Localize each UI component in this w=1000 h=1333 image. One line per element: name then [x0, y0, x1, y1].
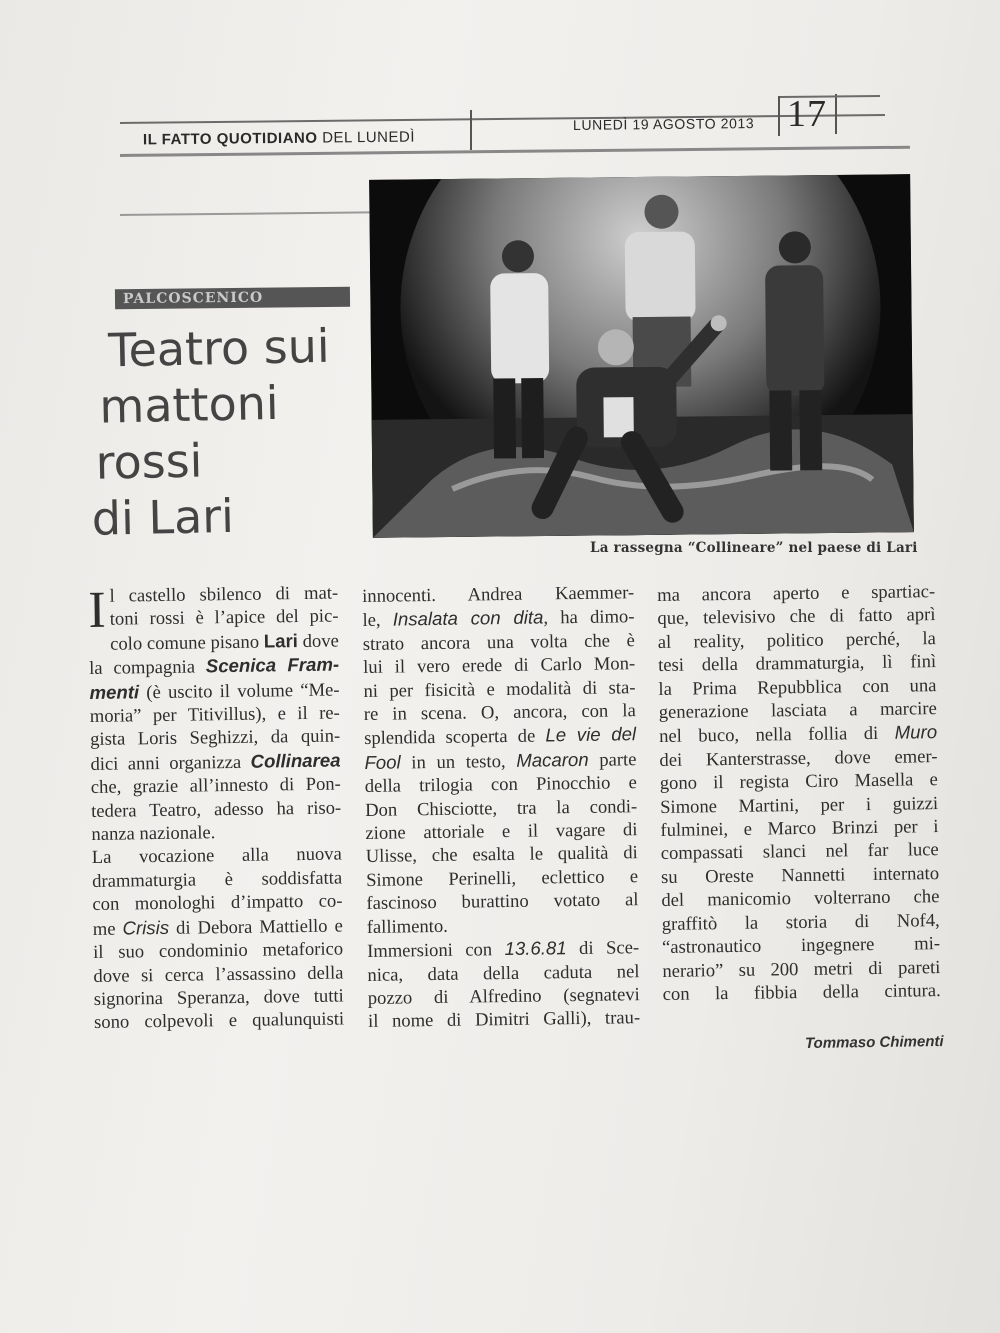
- text-line: innocenti. Andrea Kaemmer-: [362, 582, 635, 607]
- text-line: Immersioni con 13.6.81 di Sce-: [366, 937, 640, 963]
- text-line: il suo condominio metaforico: [92, 938, 344, 964]
- text-line: tesi della drammaturgia, lì finì: [657, 651, 937, 677]
- theatre-photo: [369, 174, 914, 538]
- header-separator: [470, 110, 472, 150]
- text-line: moria” per Titivillus), e il re-: [89, 702, 340, 728]
- text-line: toni rossi è l’apice del pic-: [109, 605, 339, 631]
- text-line: ma ancora aperto e spartiac-: [657, 581, 936, 606]
- text-line: che, grazie all’innesto di Pon-: [90, 773, 341, 799]
- text-line: zione attoriale e il vagare di: [365, 819, 638, 845]
- text-line: della trilogia con Pinocchio e: [364, 772, 637, 798]
- masthead-title: IL FATTO QUOTIDIANO: [142, 129, 318, 149]
- text-line: ni per fisicità e modalità di sta-: [363, 676, 636, 702]
- text-line: Ulisse, che esalta le qualità di: [365, 842, 638, 868]
- header-separator: [835, 94, 837, 134]
- headline: [88, 317, 363, 547]
- text-line: del manicomio volterrano che: [661, 886, 940, 912]
- text-line: nanza nazionale.: [91, 822, 216, 846]
- text-line: La vocazione alla nuova: [91, 843, 342, 869]
- text-line: nerario” su 200 metri di pareti: [662, 956, 941, 982]
- headline-line: mattoni: [98, 375, 280, 434]
- text-line: lui il vero erede di Carlo Mon-: [363, 653, 636, 679]
- text-line: la Prima Repubblica con una: [658, 674, 937, 700]
- text-line: l castello sbilenco di mat-: [109, 582, 339, 607]
- text-line: generazione lasciata a marcire: [658, 698, 937, 724]
- section-label: PALCOSCENICO: [115, 287, 350, 309]
- text-line: Fool in un testo, Macaron parte: [364, 748, 637, 774]
- text-line: Simone Martini, per i guizzi: [659, 792, 939, 818]
- text-line: il nome di Dimitri Galli), trau-: [367, 1007, 641, 1033]
- page-number: 17: [787, 93, 827, 135]
- text-line: strato ancora una volta che è: [362, 630, 635, 655]
- text-line: fallimento.: [366, 915, 448, 938]
- text-line: signorina Speranza, dove tutti: [93, 985, 344, 1010]
- photo-caption: La rassegna “Collineare” nel paese di Lari: [590, 540, 918, 556]
- text-line: graffitò la storia di Nof4,: [661, 909, 940, 935]
- theatre-photo-image: [369, 174, 914, 538]
- headline-line: Teatro sui: [107, 318, 331, 378]
- text-line: tedera Teatro, adesso ha riso-: [91, 797, 342, 822]
- text-line: me Crisis di Debora Mattiello e: [92, 915, 343, 940]
- text-line: nel buco, nella follia di Muro: [658, 721, 938, 748]
- text-line: gono il regista Ciro Masella e: [659, 769, 938, 795]
- issue-date: LUNEDÌ 19 AGOSTO 2013: [572, 115, 755, 133]
- text-line: su Oreste Nannetti internato: [660, 862, 940, 888]
- article-column-3: [657, 580, 941, 1006]
- drop-cap: I: [87, 581, 107, 639]
- text-line: le, Insalata con dita, ha dimo-: [362, 606, 635, 632]
- text-line: “astronautico ingegnere mi-: [661, 933, 941, 959]
- text-line: Don Chisciotte, tra la condi-: [364, 795, 638, 821]
- headline-line: rossi: [95, 433, 203, 490]
- text-line: nica, data della caduta nel: [367, 960, 640, 986]
- headline-line: di Lari: [91, 488, 235, 546]
- header-separator: [778, 96, 780, 136]
- text-line: al reality, politico perché, la: [657, 627, 936, 653]
- text-line: Simone Perinelli, eclettico e: [365, 866, 639, 891]
- text-line: que, televisivo che di fatto aprì: [657, 604, 936, 630]
- text-line: pozzo di Alfredino (segnatevi: [367, 984, 640, 1009]
- header-rule-bottom: [120, 211, 380, 216]
- text-line: splendida scoperta de Le vie del: [364, 723, 637, 750]
- header-rule-top: [120, 114, 885, 124]
- text-line: sono colpevoli e qualunquisti: [93, 1008, 345, 1034]
- text-line: gista Loris Seghizzi, da quin-: [90, 725, 341, 751]
- text-line: fulminei, e Marco Brinzi per i: [660, 816, 939, 842]
- text-line: compassati slanci nel far luce: [660, 839, 939, 865]
- text-line: con la fibbia della cintura.: [662, 979, 941, 1005]
- author-byline: Tommaso Chimenti: [804, 1033, 944, 1052]
- text-line: la compagnia Scenica Fram-: [89, 653, 340, 680]
- article-column-1: [88, 582, 344, 1035]
- text-line: colo comune pisano Lari dove: [110, 629, 339, 655]
- masthead: [143, 129, 415, 149]
- masthead-subtitle: DEL LUNEDÌ: [317, 128, 416, 147]
- text-line: fascinoso burattino votato al: [366, 889, 639, 915]
- text-line: con monologhi d’impatto co-: [92, 890, 343, 916]
- text-line: dei Kanterstrasse, dove emer-: [659, 745, 938, 771]
- article-column-2: [362, 581, 640, 1033]
- text-line: drammaturgia è soddisfatta: [91, 867, 343, 892]
- text-line: menti (è uscito il volume “Me-: [89, 679, 340, 703]
- text-line: dove si cerca l’assassino della: [93, 961, 344, 987]
- text-line: re in scena. O, ancora, con la: [363, 700, 636, 726]
- text-line: dici anni organizza Collinarea: [90, 749, 341, 775]
